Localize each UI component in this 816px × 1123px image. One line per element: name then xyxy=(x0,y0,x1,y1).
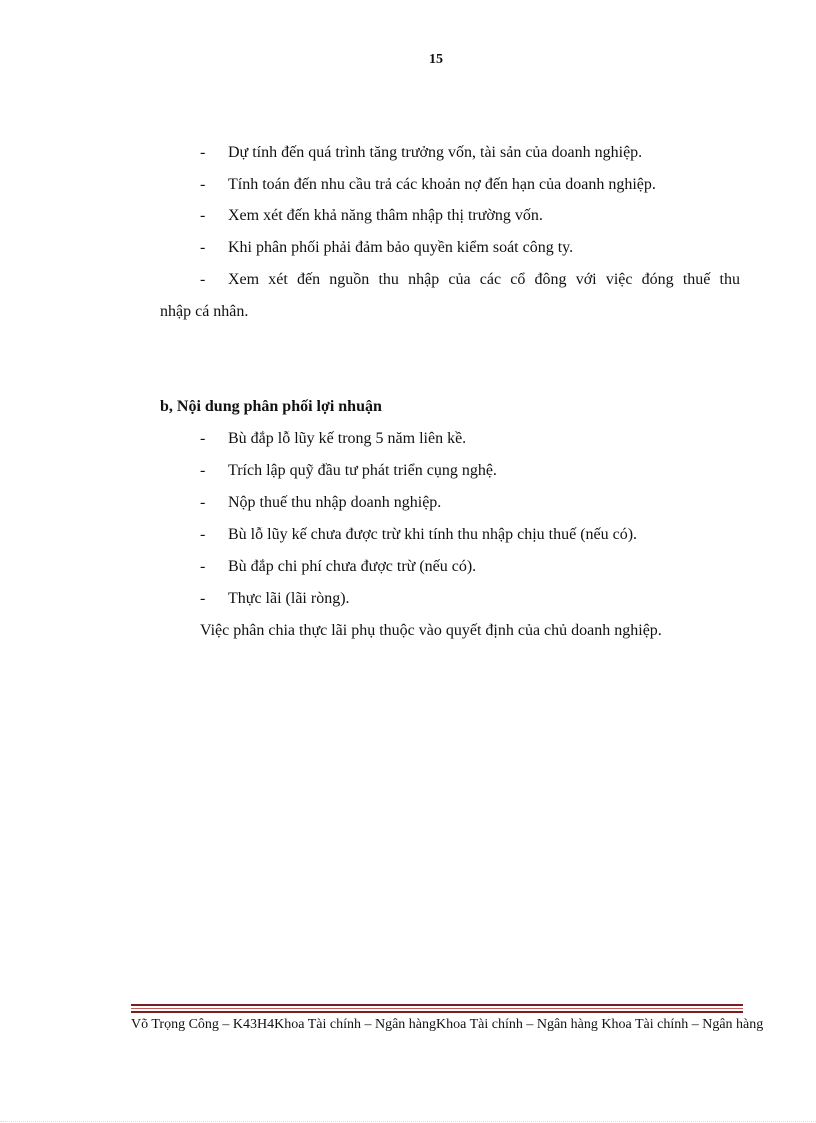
list-item-text: Xem xét đến nguồn thu nhập của các cổ đông với việc đóng thuế thu xyxy=(228,271,740,288)
bullet-dash: - xyxy=(200,239,206,256)
footer-rule xyxy=(131,1011,743,1013)
list-item-text: Khi phân phối phải đảm bảo quyền kiểm soát công ty. xyxy=(228,239,574,256)
bullet-dash: - xyxy=(200,271,206,288)
list-item-text: Thực lãi (lãi ròng). xyxy=(228,590,350,607)
list-item-text: Bù đắp lỗ lũy kế trong 5 năm liên kề. xyxy=(228,430,467,447)
bullet-dash: - xyxy=(200,462,206,479)
bullet-dash: - xyxy=(200,558,206,575)
bullet-dash: - xyxy=(200,176,206,193)
list-item-text: Tính toán đến nhu cầu trả các khoản nợ đến hạn của doanh nghiệp. xyxy=(228,176,656,193)
bullet-dash: - xyxy=(200,494,206,511)
page-number: 15 xyxy=(429,52,443,67)
footer-rule xyxy=(131,1004,743,1006)
bullet-dash: - xyxy=(200,590,206,607)
footer-text: Võ Trọng Công – K43H4Khoa Tài chính – Ngân hàngKhoa Tài chính – Ngân hàng Khoa Tài chính – Ngân hàng xyxy=(131,1017,764,1032)
list-item-text: Bù lỗ lũy kế chưa được trừ khi tính thu nhập chịu thuế (nếu có). xyxy=(228,526,638,543)
page-edge xyxy=(0,1121,816,1122)
list-item-text: Trích lập quỹ đầu tư phát triển cụng nghệ. xyxy=(228,462,497,479)
section-heading: b, Nội dung phân phối lợi nhuận xyxy=(160,398,382,415)
footer-rule xyxy=(131,1008,743,1009)
bullet-dash: - xyxy=(200,207,206,224)
paragraph-text: Việc phân chia thực lãi phụ thuộc vào quyết định của chủ doanh nghiệp. xyxy=(200,622,662,639)
list-item-text: Bù đắp chi phí chưa được trừ (nếu có). xyxy=(228,558,477,575)
list-item-text: Nộp thuế thu nhập doanh nghiệp. xyxy=(228,494,442,511)
bullet-dash: - xyxy=(200,144,206,161)
list-item-text: nhập cá nhân. xyxy=(160,303,249,320)
list-item-text: Xem xét đến khả năng thâm nhập thị trường vốn. xyxy=(228,207,543,224)
bullet-dash: - xyxy=(200,526,206,543)
bullet-dash: - xyxy=(200,430,206,447)
list-item-text: Dự tính đến quá trình tăng trưởng vốn, tài sản của doanh nghiệp. xyxy=(228,144,643,161)
